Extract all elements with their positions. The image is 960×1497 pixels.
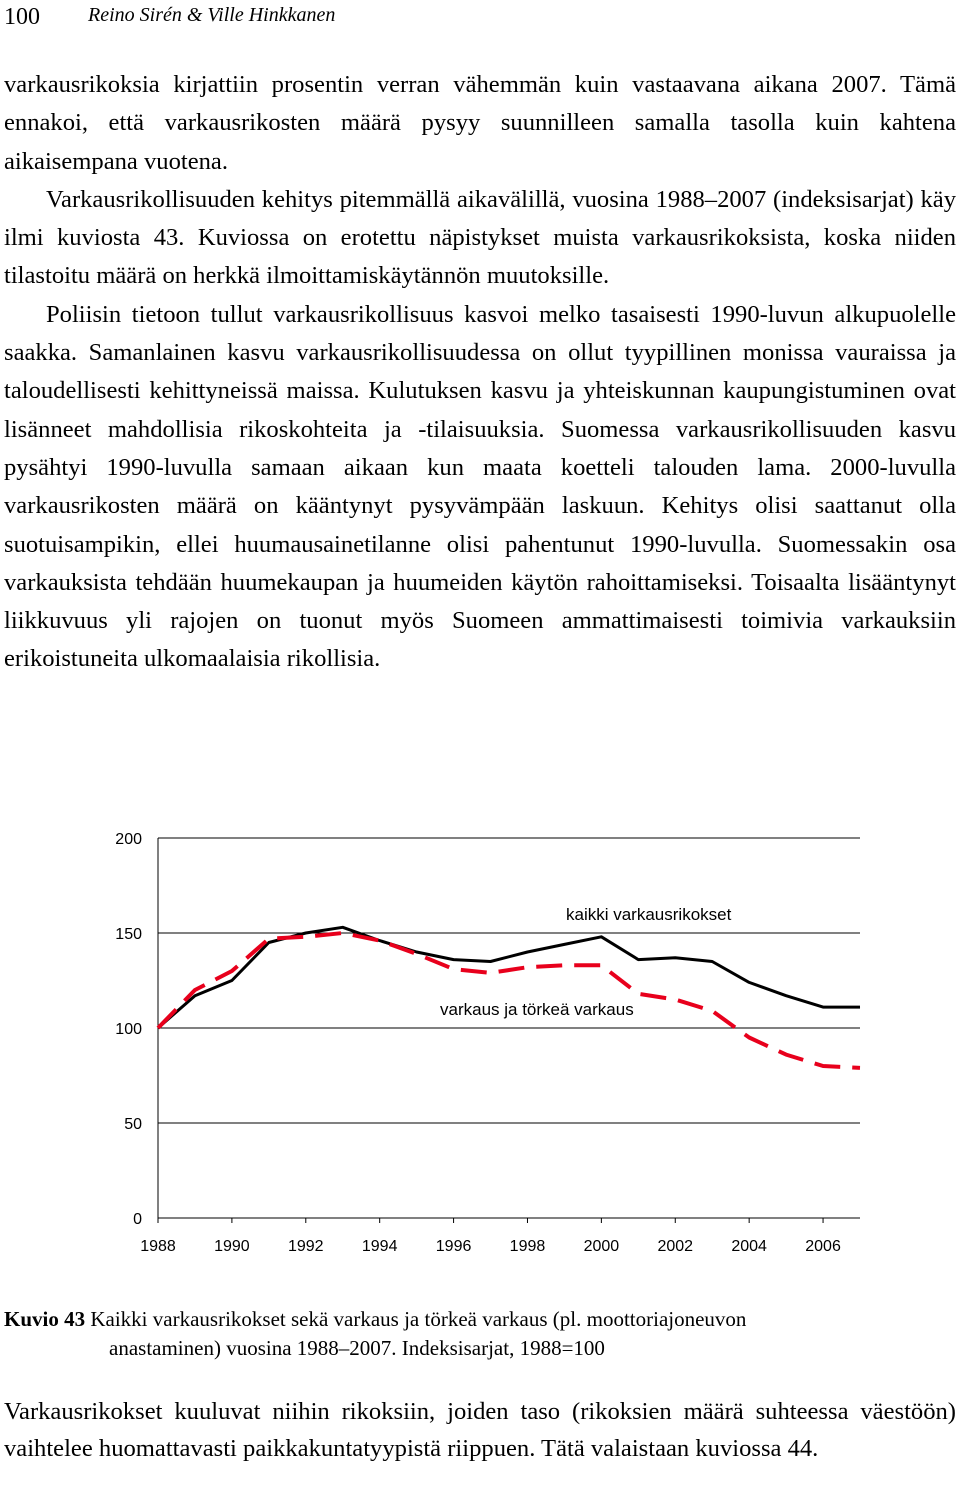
paragraph-2: Varkausrikollisuuden kehitys pitemmällä aikavälillä, vuosina 1988–2007 (indeksisarjat) käy ilmi kuviosta 43. Kuviossa on erotettu näpistykset muista varkausrikoksista, koska niiden tilastoitu määrä on herkkä ilmoittamiskäytännön muutoksille. — [4, 185, 956, 290]
body-text — [4, 66, 956, 679]
caption-line-1 — [4, 1305, 956, 1334]
closing-paragraph: Varkausrikokset kuuluvat niihin rikoksiin, joiden taso (rikoksien määrä suhteessa väestöön) vaihtelee huomattavasti paikkakuntatyypistä riippuen. Tätä valaistaan kuviossa 44. — [4, 1398, 956, 1462]
caption-label: Kuvio 43 — [4, 1307, 86, 1331]
paragraph-1: varkausrikoksia kirjattiin prosentin verran vähemmän kuin vastaavana aikana 2007. Tämä ennakoi, että varkausrikosten määrä pysyy suunnilleen samalla tasolla kuin kahtena aikaisempana vuotena. — [4, 71, 956, 175]
paragraph-3: Poliisin tietoon tullut varkausrikollisuus kasvoi melko tasaisesti 1990-luvun alkupuolelle saakka. Samanlainen kasvu varkausrikollisuudessa on ollut tyypillinen monissa vauraissa ja taloudellisesti kehittyneissä maissa. Kulutuksen kasvu ja yhteiskunnan kaupungistuminen ovat lisänneet mahdollisia rikoskohteita ja -tilaisuuksia. Suomessa varkausrikollisuuden kasvu pysähtyi 1990-luvulla samaan aikaan kun maata koetteli talouden lama. 2000-luvulla varkausrikosten määrä on kääntynyt pysyvämpään laskuun. Kehitys olisi saattanut olla suotuisampikin, ellei huumausainetilanne olisi pahentunut 1990-luvulla. Suomessakin osa varkauksista tehdään huumekaupan ja huumeiden käytön rahoittamiseksi. Toisaalta lisääntynyt liikkuvuus yli rajojen on tuonut myös Suomeen ammattimaisesti toimivia varkauksiin erikoistuneita ulkomaalaisia rikollisia. — [4, 300, 956, 673]
x-tick-label: 1992 — [287, 1238, 324, 1255]
x-tick-label: 1990 — [214, 1238, 250, 1255]
y-tick-label: 200 — [115, 831, 142, 848]
y-tick-label: 50 — [124, 1116, 142, 1133]
annotation-kaikki-varkausrikokset: kaikki varkausrikokset — [566, 905, 732, 924]
caption-text-1: Kaikki varkausrikokset sekä varkaus ja törkeä varkaus (pl. moottoriajoneuvon — [90, 1307, 747, 1331]
figure-caption — [4, 1305, 956, 1363]
x-tick-label: 1996 — [435, 1238, 472, 1255]
x-tick-label: 2002 — [657, 1238, 694, 1255]
y-tick-label: 100 — [115, 1021, 142, 1038]
x-tick-label: 1998 — [509, 1238, 546, 1255]
running-title: Reino Sirén & Ville Hinkkanen — [88, 4, 336, 26]
x-tick-label: 2004 — [731, 1238, 767, 1255]
y-tick-label: 150 — [115, 926, 142, 943]
x-tick-label: 2000 — [583, 1238, 620, 1255]
x-tick-label: 1988 — [140, 1238, 176, 1255]
annotation-varkaus-ja-torkea-varkaus: varkaus ja törkeä varkaus — [440, 1000, 634, 1019]
page-number: 100 — [4, 4, 40, 30]
caption-line-2: anastaminen) vuosina 1988–2007. Indeksisarjat, 1988=100 — [109, 1336, 605, 1360]
y-tick-label: 0 — [133, 1211, 142, 1228]
x-tick-label: 2006 — [805, 1238, 841, 1255]
x-tick-label: 1994 — [361, 1238, 398, 1255]
page-header — [0, 0, 960, 40]
line-chart — [0, 818, 960, 1268]
